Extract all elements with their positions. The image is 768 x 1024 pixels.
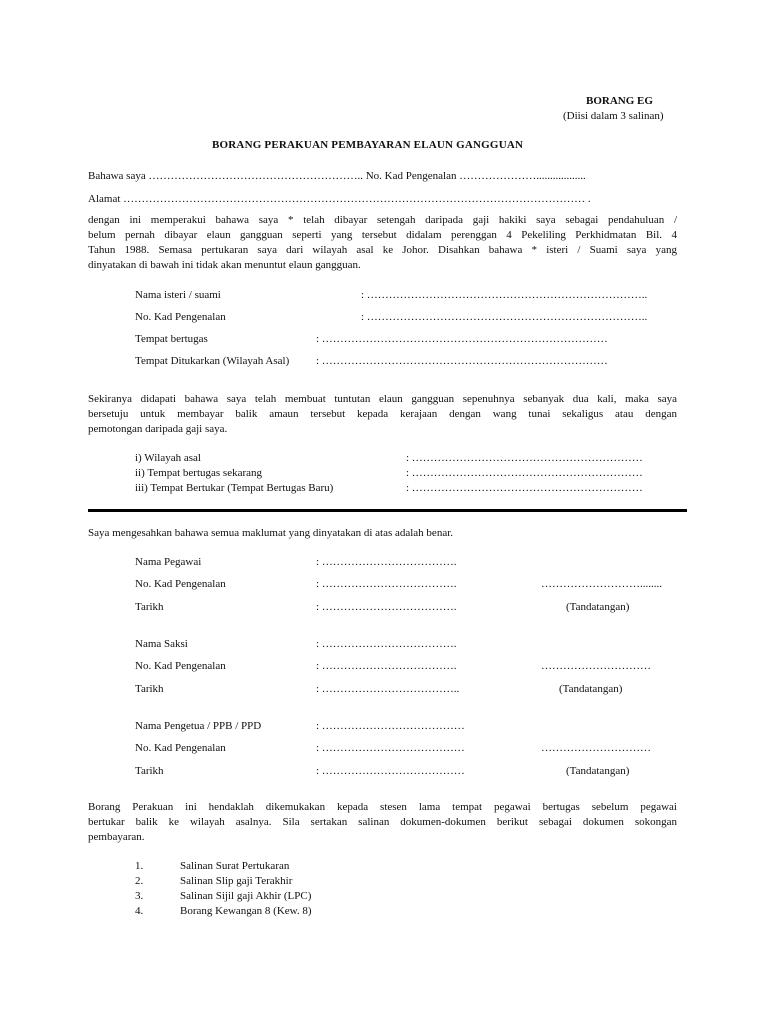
officer-date-label: Tarikh <box>135 601 164 613</box>
document-item-2: Salinan Slip gaji Terakhir <box>180 875 293 887</box>
section-divider <box>88 509 687 512</box>
form-code: BORANG EG <box>586 95 653 107</box>
submission-line-3: pembayaran. <box>88 831 145 843</box>
copies-note: (Diisi dalam 3 salinan) <box>563 110 664 122</box>
document-item-1: Salinan Surat Pertukaran <box>180 860 290 872</box>
officer-signature-line: ………………………........ <box>541 578 662 590</box>
spouse-transfer-label: Tempat Ditukarkan (Wilayah Asal) <box>135 355 290 367</box>
witness-ic-field: : ………………………………. <box>316 660 457 672</box>
witness-date-field: : ……………………………….. <box>316 683 460 695</box>
spouse-ic-label: No. Kad Pengenalan <box>135 311 226 323</box>
principal-signature-line: ………………………… <box>541 742 651 754</box>
document-number-4: 4. <box>135 905 144 917</box>
witness-name-field: : ………………………………. <box>316 638 457 650</box>
address-line: Alamat ……………………………………………………………………………………………………………… . <box>88 193 591 205</box>
declaration-line-1: dengan ini memperakui bahawa saya * telah dibayar setengah daripada gaji hakiki saya sebagai pendahuluan / <box>88 214 677 226</box>
spouse-workplace-field: : …………………………………………………………………… <box>316 333 608 345</box>
repayment-line-3: pemotongan daripada gaji saya. <box>88 423 228 435</box>
principal-ic-field: : ………………………………… <box>316 742 465 754</box>
witness-signature-line: ………………………… <box>541 660 651 672</box>
submission-line-2: bertukar balik ke wilayah asalnya. Sila sertakan salinan dokumen-dokumen berikut sebagai dokumen sokongan <box>88 816 677 828</box>
document-title: BORANG PERAKUAN PEMBAYARAN ELAUN GANGGUAN <box>212 139 524 151</box>
new-workplace-field: : ……………………………………………………… <box>406 482 643 494</box>
officer-date-field: : ………………………………. <box>316 601 457 613</box>
declaration-line-3: Tahun 1988. Semasa pertukaran saya dari wilayah asal ke Johor. Disahkan bahawa * isteri / Suami saya yang <box>88 244 677 256</box>
principal-ic-label: No. Kad Pengenalan <box>135 742 226 754</box>
principal-date-label: Tarikh <box>135 765 164 777</box>
witness-ic-label: No. Kad Pengenalan <box>135 660 226 672</box>
current-workplace-field: : ……………………………………………………… <box>406 467 643 479</box>
spouse-name-label: Nama isteri / suami <box>135 289 221 301</box>
current-workplace-label: ii) Tempat bertugas sekarang <box>135 467 263 479</box>
witness-name-label: Nama Saksi <box>135 638 188 650</box>
spouse-workplace-label: Tempat bertugas <box>135 333 208 345</box>
declaration-line-4: dinyatakan di bawah ini tidak akan menuntut elaun gangguan. <box>88 259 361 271</box>
submission-line-1: Borang Perakuan ini hendaklah dikemukakan kepada stesen lama tempat pegawai bertugas sebelum pegawai <box>88 801 677 813</box>
officer-signature-caption: (Tandatangan) <box>566 601 630 613</box>
repayment-line-1: Sekiranya didapati bahawa saya telah membuat tuntutan elaun gangguan sepenuhnya sebanyak dua kali, maka saya <box>88 393 677 405</box>
spouse-name-field: : ………………………………………………………………….. <box>361 289 648 301</box>
principal-date-field: : ………………………………… <box>316 765 465 777</box>
officer-ic-field: : ………………………………. <box>316 578 457 590</box>
principal-name-label: Nama Pengetua / PPB / PPD <box>135 720 262 732</box>
officer-name-field: : ………………………………. <box>316 556 457 568</box>
spouse-transfer-field: : …………………………………………………………………… <box>316 355 608 367</box>
witness-date-label: Tarikh <box>135 683 164 695</box>
officer-name-label: Nama Pegawai <box>135 556 202 568</box>
new-workplace-label: iii) Tempat Bertukar (Tempat Bertugas Baru) <box>135 482 334 494</box>
document-number-2: 2. <box>135 875 144 887</box>
principal-signature-caption: (Tandatangan) <box>566 765 630 777</box>
spouse-ic-field: : ………………………………………………………………….. <box>361 311 648 323</box>
document-number-3: 3. <box>135 890 144 902</box>
declaration-line-2: belum pernah dibayar elaun gangguan seperti yang tersebut didalam perenggan 4 Pekeliling Perkhidmatan Bil. 4 <box>88 229 677 241</box>
principal-name-field: : ………………………………… <box>316 720 465 732</box>
document-item-4: Borang Kewangan 8 (Kew. 8) <box>180 905 312 917</box>
origin-region-label: i) Wilayah asal <box>135 452 201 464</box>
document-item-3: Salinan Sijil gaji Akhir (LPC) <box>180 890 312 902</box>
document-number-1: 1. <box>135 860 144 872</box>
name-id-line: Bahawa saya ………………………………………………….. No. Kad Pengenalan ………………….................. <box>88 170 586 182</box>
origin-region-field: : ……………………………………………………… <box>406 452 643 464</box>
repayment-line-2: bersetuju untuk membayar balik amaun tersebut kepada kerajaan dengan wang tunai sekaligus atau dengan <box>88 408 677 420</box>
witness-signature-caption: (Tandatangan) <box>559 683 623 695</box>
confirmation-statement: Saya mengesahkan bahawa semua maklumat yang dinyatakan di atas adalah benar. <box>88 527 454 539</box>
officer-ic-label: No. Kad Pengenalan <box>135 578 226 590</box>
